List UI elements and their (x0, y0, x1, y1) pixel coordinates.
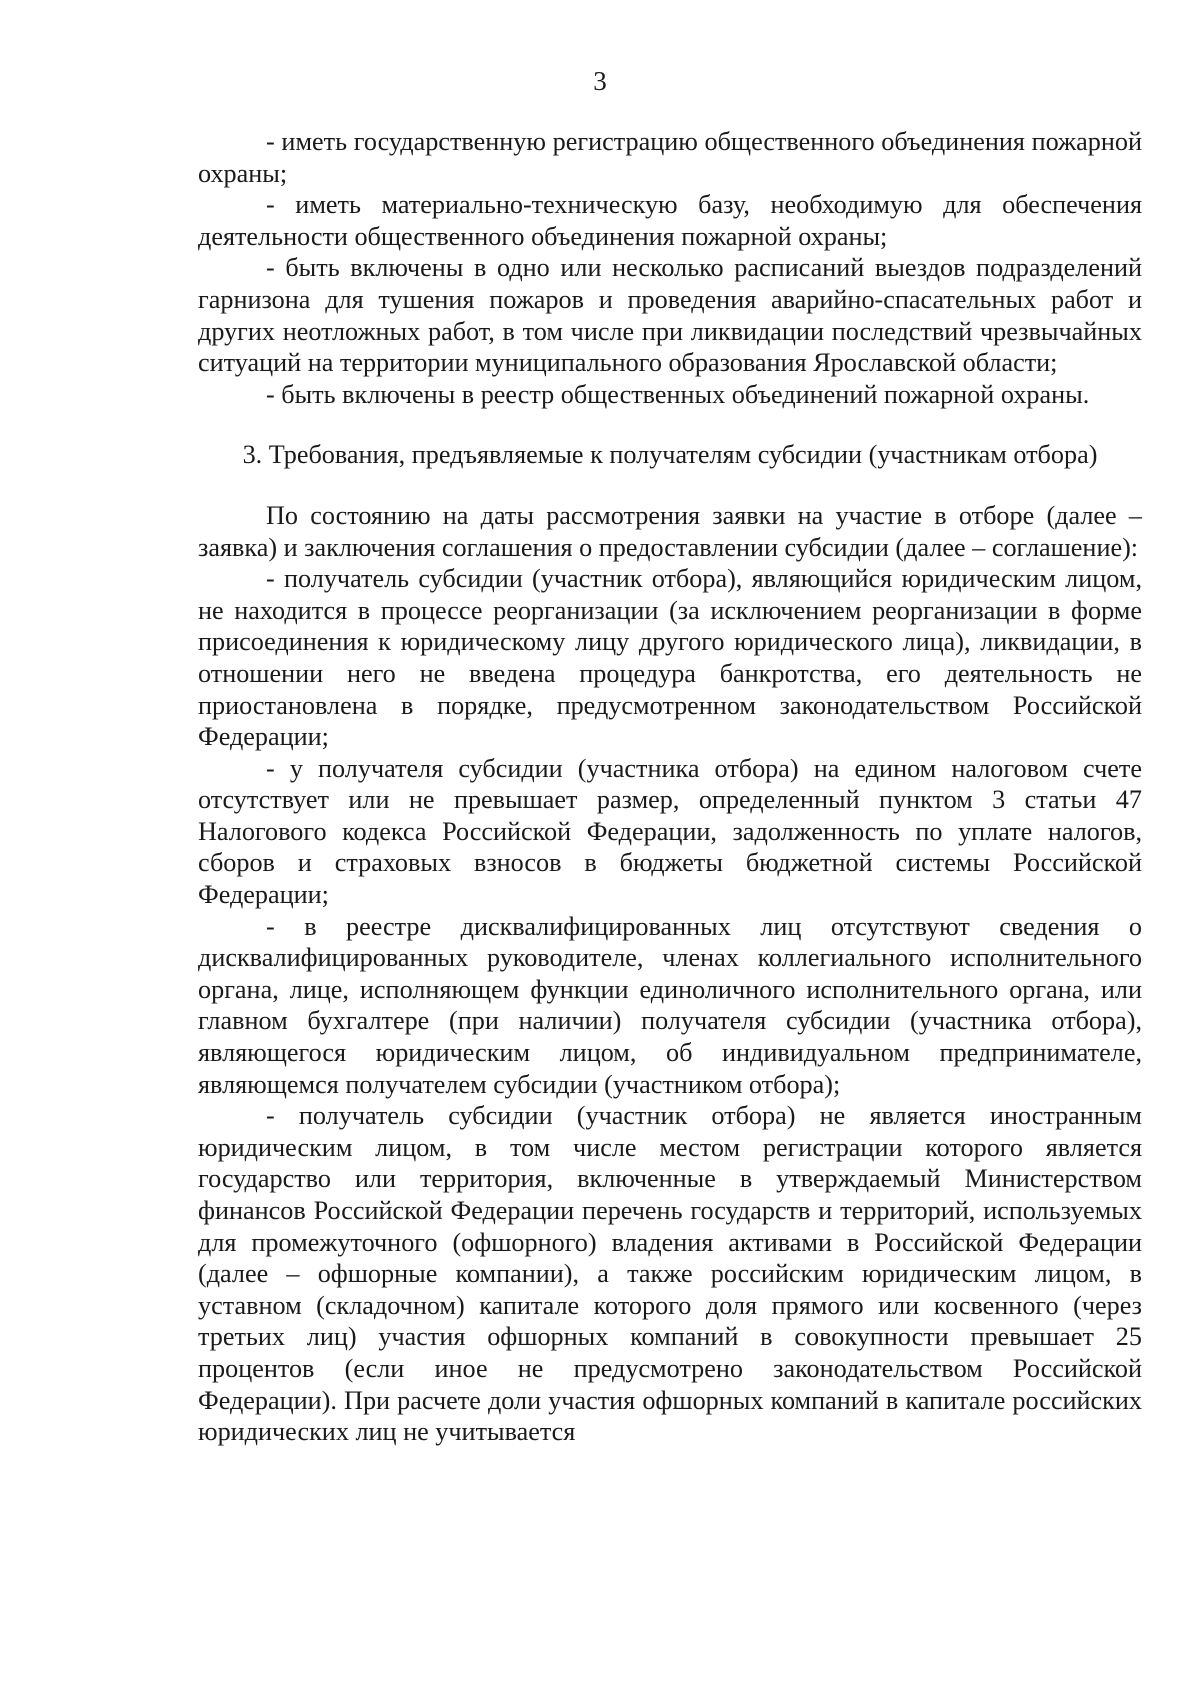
paragraph-material-base: - иметь материально-техническую базу, необходимую для обеспечения деятельности общественного объединения пожарной охраны; (198, 190, 1142, 251)
paragraph-reorganization: - получатель субсидии (участник отбора), являющийся юридическим лицом, не находится в процессе реорганизации (за исключением реорганизации в форме присоединения к юридическому лицу другого юридического лица), ликвидации, в отношении него не введена процедура банкротства, его деятельность не приостановлена в порядке, предусмотренном законодательством Российской Федерации; (198, 564, 1142, 752)
paragraph-offshore: - получатель субсидии (участник отбора) не является иностранным юридическим лицом, в том числе местом регистрации которого является государство или территория, включенные в утверждаемый Министерством финансов Российской Федерации перечень государств и территорий, используемых для промежуточного (офшорного) владения активами в Российской Федерации (далее – офшорные компании), а также российским юридическим лицом, в уставном (складочном) капитале которого доля прямого или косвенного (через третьих лиц) участия офшорных компаний в совокупности превышает 25 процентов (если иное не предусмотрено законодательством Российской Федерации). При расчете доли участия офшорных компаний в капитале российских юридических лиц не учитывается (198, 1101, 1142, 1447)
paragraph-tax-debt: - у получателя субсидии (участника отбора) на едином налоговом счете отсутствует или не превышает размер, определенный пунктом 3 статьи 47 Налогового кодекса Российской Федерации, задолженность по уплате налогов, сборов и страховых взносов в бюджеты бюджетной системы Российской Федерации; (198, 753, 1142, 910)
section-heading: 3. Требования, предъявляемые к получателям субсидии (участникам отбора) (242, 440, 1098, 470)
paragraph-state-registration: - иметь государственную регистрацию общественного объединения пожарной охраны; (198, 127, 1142, 188)
paragraph-intro: По состоянию на даты рассмотрения заявки на участие в отборе (далее – заявка) и заключения соглашения о предоставлении субсидии (далее – соглашение): (198, 500, 1142, 562)
document-body (198, 126, 1142, 1448)
paragraph-dispatch-schedules: - быть включены в одно или несколько расписаний выездов подразделений гарнизона для тушения пожаров и проведения аварийно-спасательных работ и других неотложных работ, в том числе при ликвидации последствий чрезвычайных ситуаций на территории муниципального образования Ярославской области; (198, 253, 1142, 378)
paragraph-disqualified-persons: - в реестре дисквалифицированных лиц отсутствуют сведения о дисквалифицированных руководителе, членах коллегиального исполнительного органа, лице, исполняющем функции единоличного исполнительного органа, или главном бухгалтере (при наличии) получателя субсидии (участника отбора), являющегося юридическим лицом, об индивидуальном предпринимателе, являющемся получателем субсидии (участником отбора); (198, 911, 1142, 1099)
page-number: 3 (593, 66, 607, 96)
paragraph-registry: - быть включены в реестр общественных объединений пожарной охраны. (266, 379, 1090, 409)
